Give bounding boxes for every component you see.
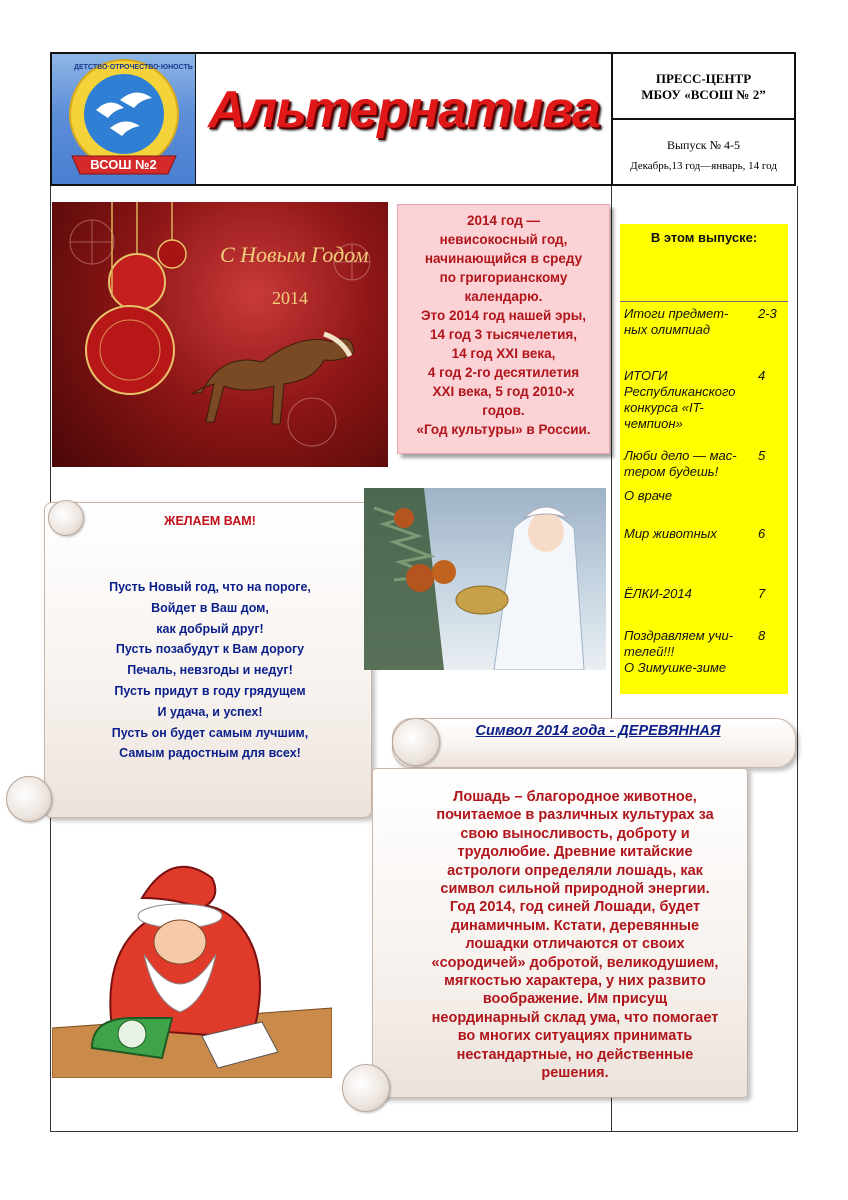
toc-item-title[interactable]: Поздравляем учи- телей!!! О Зимушке-зиме: [624, 628, 734, 675]
poem-line: Пусть позабудут к Вам дорогу: [115, 642, 305, 657]
logo-ribbon-text: ВСОШ №2: [90, 157, 157, 172]
toc-heading: В этом выпуске:: [650, 230, 758, 245]
fact-line: начинающийся в среду: [424, 251, 583, 266]
santa-illustration: [52, 858, 332, 1078]
article-line: решения.: [541, 1065, 609, 1082]
issue-number: Выпуск № 4-5: [666, 138, 741, 152]
poem-line: Пусть придут в году грядущем: [114, 683, 306, 698]
toc-divider: [620, 301, 788, 302]
article-line: неординарный склад ума, что помогает: [431, 1009, 719, 1026]
poem-line: И удача, и успех!: [157, 704, 263, 719]
fact-line: XXI века, 5 год 2010-х: [432, 384, 575, 399]
toc-item-title[interactable]: Люби дело — мас- тером будешь!: [624, 448, 737, 479]
fact-line: «Год культуры» в России.: [416, 422, 591, 437]
scroll-curl-bottom: [6, 776, 52, 822]
article-line: нестандартные, но действенные: [456, 1046, 694, 1063]
greeting-year: 2014: [272, 288, 308, 308]
newspaper-title: Альтернатива: [208, 81, 600, 139]
fact-line: невисокосный год,: [439, 232, 568, 247]
toc-item-title[interactable]: О враче: [624, 488, 673, 503]
article-line: почитаемое в различных культурах за: [436, 807, 714, 824]
toc-item-page: 8: [758, 628, 766, 643]
poem-line: Пусть Новый год, что на пороге,: [109, 580, 311, 594]
fact-line: 2014 год —: [466, 213, 541, 228]
article-line: Лошадь – благородное животное,: [453, 789, 697, 805]
symbol-title: Символ 2014 года - ДЕРЕВЯННАЯ: [475, 723, 721, 739]
table-of-contents: [620, 224, 788, 694]
fact-line: 4 год 2-го десятилетия: [427, 365, 580, 380]
poem-line: Пусть он будет самым лучшим,: [111, 725, 309, 740]
press-line-2: МБОУ «ВСОШ № 2”: [641, 87, 766, 102]
greeting-caption: С Новым Годом: [220, 242, 369, 267]
snow-maiden-squirrels-image: [364, 488, 606, 670]
article-line: мягкостью характера, у них развито: [444, 973, 706, 990]
article-line: во многих ситуациях принимать: [457, 1028, 693, 1045]
toc-item-page: 2-3: [758, 306, 777, 321]
article-line: трудолюбие. Древние китайские: [457, 844, 693, 861]
poem-line: Самым радостным для всех!: [119, 746, 301, 761]
fact-line: годов.: [482, 403, 525, 418]
article-line: символ сильной природной энергии.: [440, 881, 710, 898]
toc-item-page: 5: [758, 448, 766, 463]
fact-line: Это 2014 год нашей эры,: [420, 308, 587, 323]
logo-ring-text: ДЕТСТВО·ОТРОЧЕСТВО·ЮНОСТЬ: [74, 64, 193, 71]
press-line-1: ПРЕСС-ЦЕНТР: [655, 71, 752, 86]
toc-item-title[interactable]: ЁЛКИ-2014: [624, 586, 692, 601]
school-logo: [52, 54, 196, 184]
new-year-horse-image: [52, 202, 388, 467]
poem-line: как добрый друг!: [156, 621, 264, 636]
toc-item-title[interactable]: ИТОГИ Республиканского конкурса «IT- чемпион»: [624, 368, 736, 431]
snow-maiden-illustration: [364, 488, 606, 670]
new-year-poem: [46, 577, 374, 764]
toc-item-page: 6: [758, 526, 766, 541]
poem-line: Печаль, невзгоды и недуг!: [127, 663, 293, 678]
poem-line: Войдет в Ваш дом,: [151, 600, 269, 615]
article-line: «сородичей» добротой, великодушием,: [431, 954, 719, 971]
article-line: свою выносливость, доброту и: [460, 825, 690, 842]
article-line: астрологи определяли лошадь, как: [447, 862, 703, 879]
issue-dates: Декабрь,13 год—январь, 14 год: [630, 160, 777, 172]
article-line: воображение. Им присущ: [482, 991, 668, 1008]
press-center-label: [611, 54, 794, 120]
article-line: лошадки отличаются от своих: [465, 936, 685, 953]
symbol-article: [408, 788, 742, 1083]
fact-line: 14 год 3 тысячелетия,: [430, 327, 577, 342]
santa-telephone-illustration: [52, 858, 332, 1078]
fact-line: 14 год XXI века,: [451, 346, 556, 361]
year-facts-box: [397, 204, 610, 454]
wish-title: ЖЕЛАЕМ ВАМ!: [164, 514, 256, 528]
fact-line: по григорианскому: [439, 270, 568, 285]
toc-item-page: 7: [758, 586, 766, 601]
article-line: динамичным. Кстати, деревянные: [450, 917, 700, 934]
toc-item-page: 4: [758, 368, 766, 383]
scroll-curl-bottom: [342, 1064, 390, 1112]
toc-item-title[interactable]: Итоги предмет- ных олимпиад: [624, 306, 729, 337]
fact-line: календарю.: [464, 289, 543, 304]
toc-item-title[interactable]: Мир животных: [624, 526, 717, 541]
article-line: Год 2014, год синей Лошади, будет: [449, 899, 701, 916]
issue-info: [611, 120, 794, 184]
